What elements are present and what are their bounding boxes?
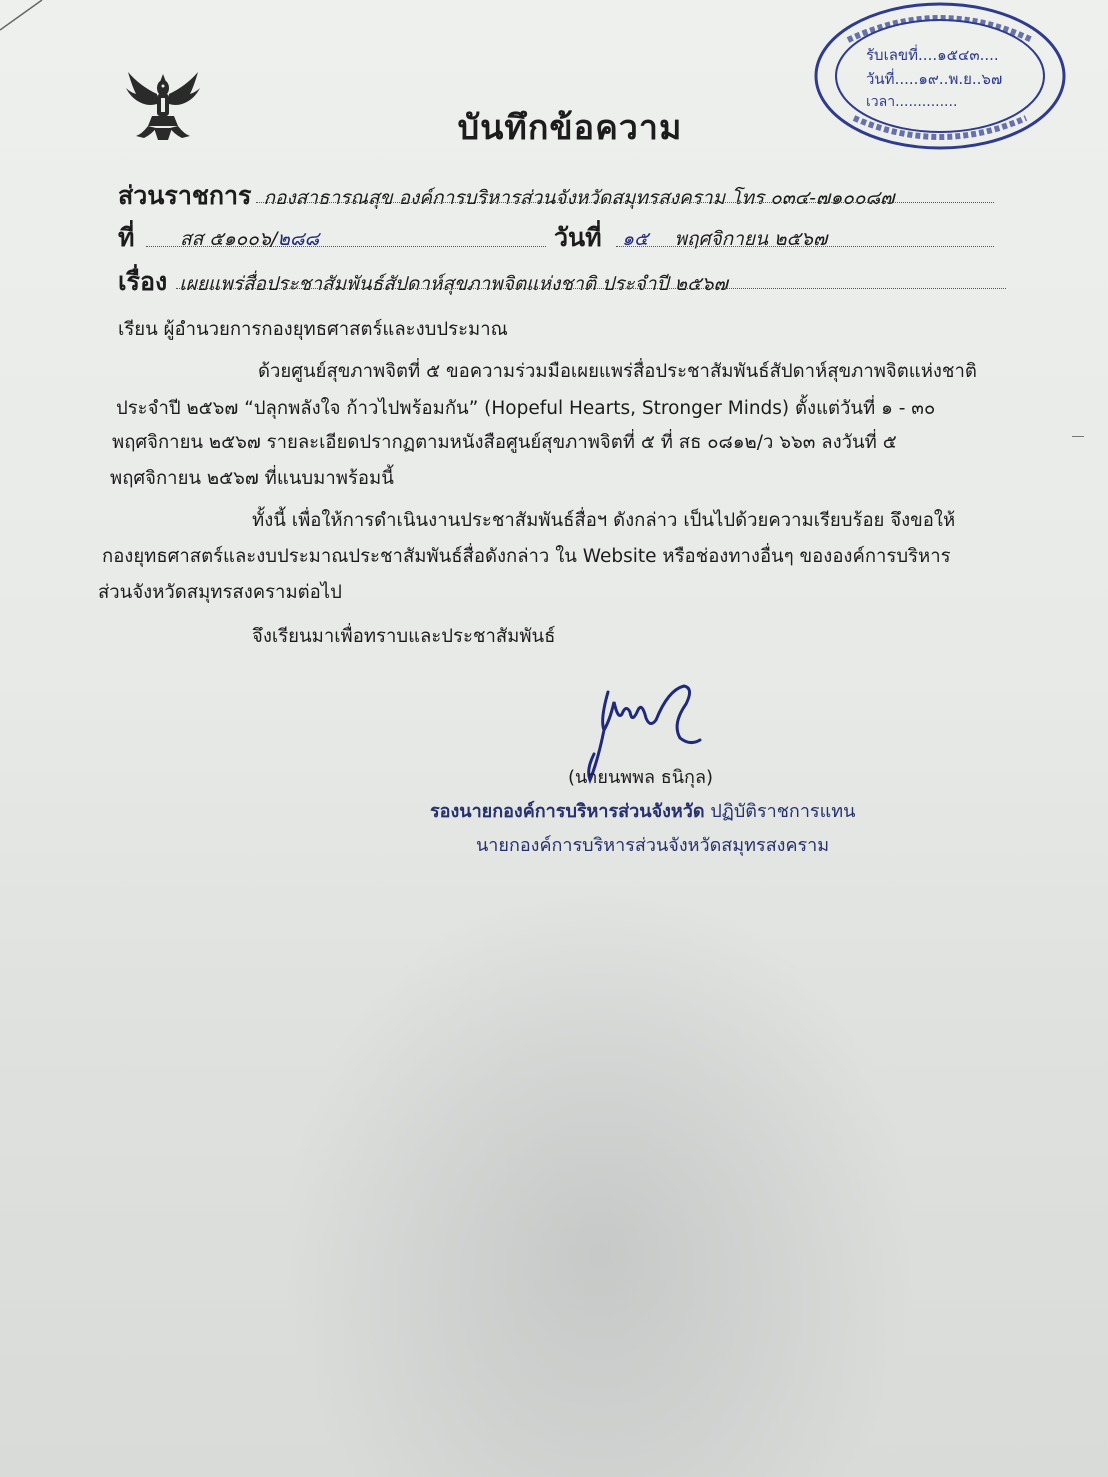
signer-name: (นายนพพล ธนิกุล) <box>568 767 714 788</box>
agency-value: กองสาธารณสุข องค์การบริหารส่วนจังหวัดสมุทรสงคราม โทร ๐๓๔-๗๑๐๐๘๗ <box>263 187 895 209</box>
page-corner-crease <box>0 0 60 40</box>
reference-number: ๒๘๘ <box>277 228 320 250</box>
body-paragraph-1-line-3: พฤศจิกายน ๒๕๖๗ รายละเอียดปรากฏตามหนังสือศูนย์สุขภาพจิตที่ ๕ ที่ สธ ๐๘๑๒/ว ๖๖๓ ลงวันที่ ๕ <box>112 432 897 453</box>
date-day: ๑๕ <box>622 228 649 250</box>
subject-dotted-line <box>176 288 1006 289</box>
date-field <box>554 218 602 258</box>
signer-position-deputy: รองนายกองค์การบริหารส่วนจังหวัด <box>430 801 705 822</box>
margin-dash <box>1072 436 1084 437</box>
date-value <box>622 224 827 254</box>
body-paragraph-2-line-3: ส่วนจังหวัดสมุทรสงครามต่อไป <box>98 582 342 603</box>
reference-value <box>180 224 319 254</box>
salutation: เรียน ผู้อำนวยการกองยุทธศาสตร์และงบประมาณ <box>118 319 508 340</box>
stamp-received-line: รับเลขที่....๑๕๔๓.... <box>866 46 999 64</box>
agency-label: ส่วนราชการ <box>118 181 252 210</box>
body-paragraph-1-line-2: ประจำปี ๒๕๖๗ “ปลุกพลังใจ ก้าวไปพร้อมกัน” (Hopeful Hearts, Stronger Minds) ตั้งแต่วันที่ ๑ - ๓๐ <box>116 398 936 419</box>
body-paragraph-2-line-1: ทั้งนี้ เพื่อให้การดำเนินงานประชาสัมพันธ์สื่อฯ ดังกล่าว เป็นไปด้วยความเรียบร้อย จึงขอให้ <box>252 510 956 531</box>
date-label: วันที่ <box>554 223 602 252</box>
signer-position-line-2: นายกองค์การบริหารส่วนจังหวัดสมุทรสงคราม <box>476 835 830 856</box>
body-paragraph-1-line-4: พฤศจิกายน ๒๕๖๗ ที่แนบมาพร้อมนี้ <box>110 468 394 489</box>
stamp-date-line: วันที่.....๑๙..พ.ย..๖๗ <box>866 70 1003 88</box>
shadow-overlay <box>280 880 920 1477</box>
stamp-time-line: เวลา.............. <box>866 94 958 110</box>
agency-dotted-line <box>256 202 994 203</box>
reference-dotted-line <box>146 246 546 247</box>
date-dotted-line <box>616 246 994 247</box>
page-title: บันทึกข้อความ <box>457 108 683 148</box>
signer-position-acting: ปฏิบัติราชการแทน <box>710 801 856 822</box>
signer-position-line-1 <box>430 796 855 825</box>
closing-line: จึงเรียนมาเพื่อทราบและประชาสัมพันธ์ <box>252 626 556 647</box>
body-paragraph-1-line-1: ด้วยศูนย์สุขภาพจิตที่ ๕ ขอความร่วมมือเผยแพร่สื่อประชาสัมพันธ์สัปดาห์สุขภาพจิตแห่งชาติ <box>258 361 977 382</box>
subject-value: เผยแพร่สื่อประชาสัมพันธ์สัปดาห์สุขภาพจิตแห่งชาติ ประจำปี ๒๕๖๗ <box>179 273 728 295</box>
body-paragraph-2-line-2: กองยุทธศาสตร์และงบประมาณประชาสัมพันธ์สื่อดังกล่าว ใน Website หรือช่องทางอื่นๆ ขององค์การบริหาร <box>102 546 951 567</box>
reference-prefix: สส ๕๑๐๐๖/ <box>180 228 278 250</box>
date-month-year: พฤศจิกายน ๒๕๖๗ <box>674 228 828 250</box>
reference-label: ที่ <box>118 223 135 252</box>
subject-label: เรื่อง <box>118 267 168 296</box>
subject-field <box>118 262 728 302</box>
agency-field <box>118 176 894 216</box>
reference-field <box>118 218 134 258</box>
